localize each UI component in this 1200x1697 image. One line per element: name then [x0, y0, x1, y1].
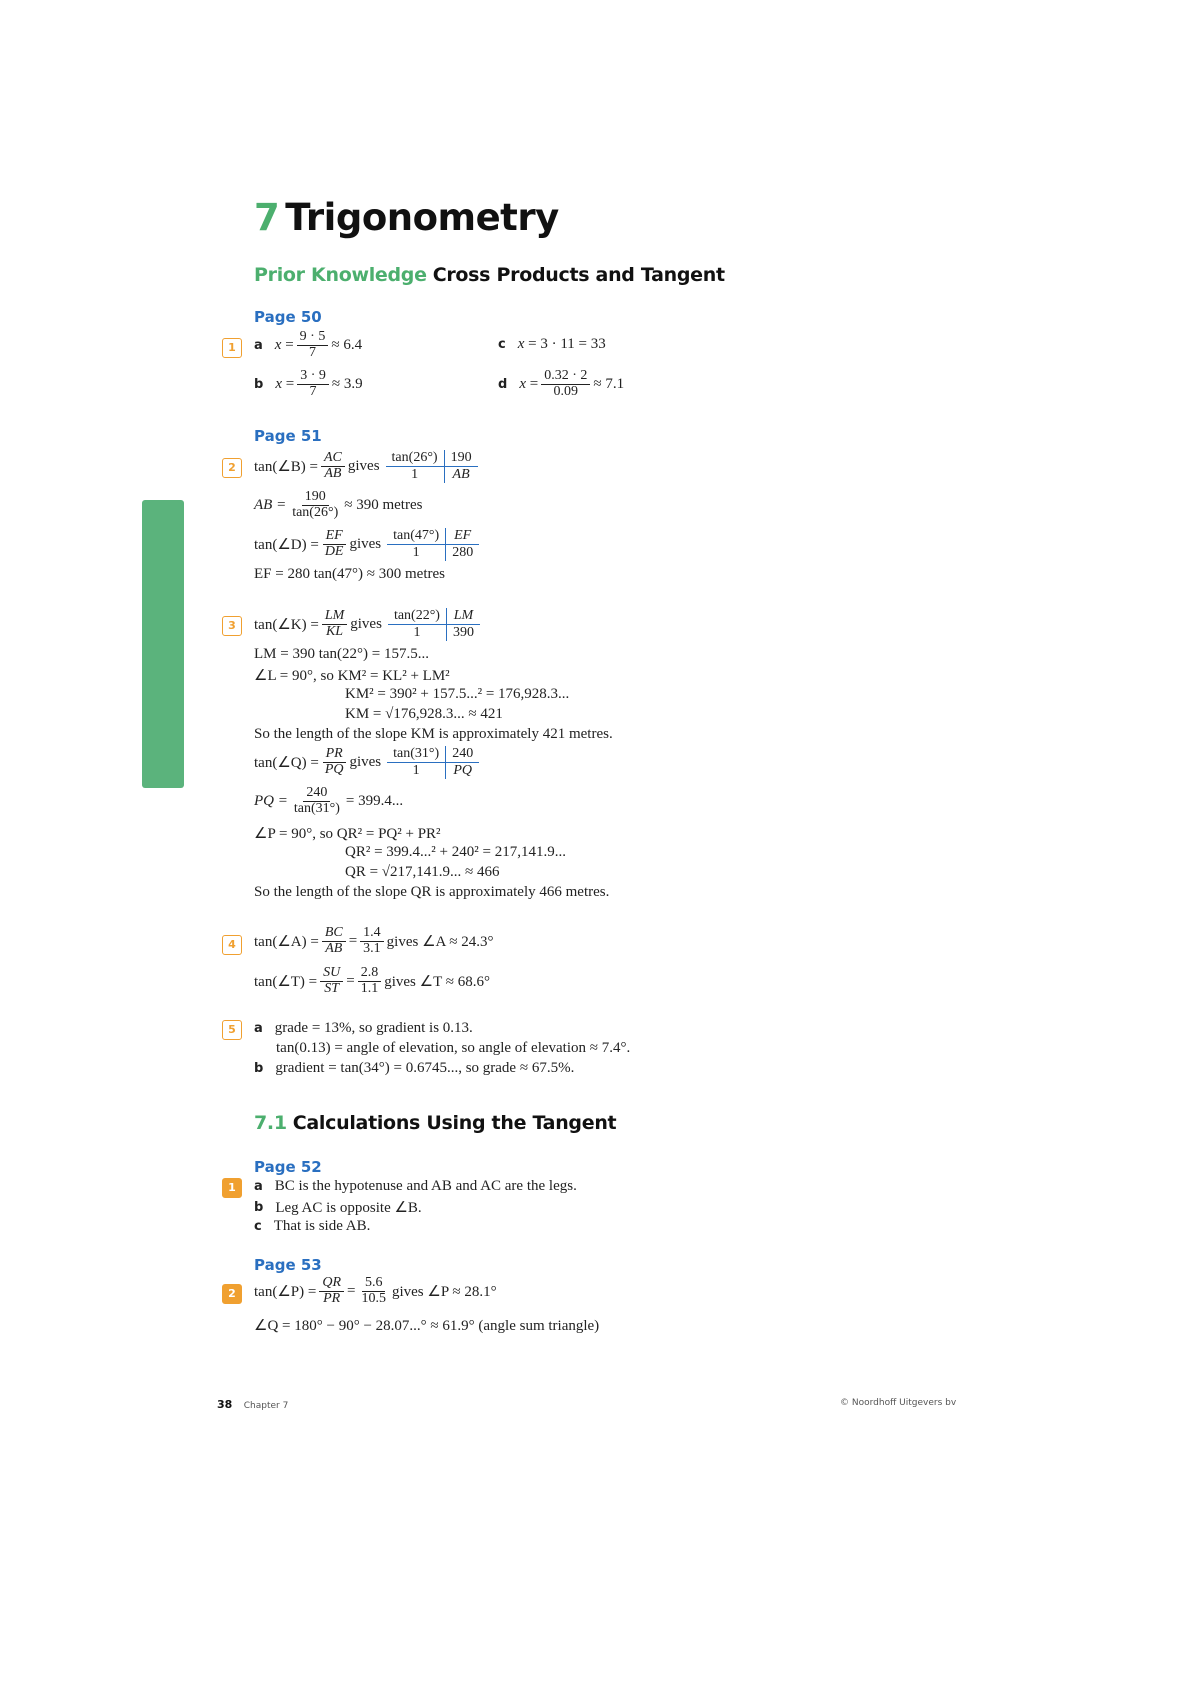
ratio-table [387, 746, 479, 779]
part-label: a [254, 1021, 263, 1036]
answer-1d: d x = $\frac{0.32 \cdot 2}{0.09}$ ≈ 7.1 [498, 368, 625, 399]
answer-s1b [254, 1198, 422, 1217]
tan-expression: tan(∠Q) = [254, 755, 319, 772]
tan-expression: tan(∠A) = [254, 933, 319, 950]
answer-3-line11: QR = √217,141.9... ≈ 466 [345, 864, 500, 880]
answer-3-line10: QR² = 399.4...² + 240² = 217,141.9... [345, 844, 566, 860]
fraction-denominator: 7 [309, 344, 316, 360]
part-label: a [254, 1179, 263, 1194]
ratio-cell: PQ [453, 763, 473, 779]
tan-expression: tan(∠B) = [254, 459, 318, 476]
ratio-cell: EF [446, 528, 479, 545]
fraction-denominator: DE [324, 544, 344, 560]
fraction-denominator: 10.5 [361, 1290, 386, 1306]
ratio-cell: LM [447, 608, 480, 625]
answer-5b [254, 1060, 574, 1077]
section-label: 7.1 [254, 1112, 287, 1134]
fraction-denominator: PQ [324, 762, 344, 778]
ratio-cell: tan(47°) [387, 528, 446, 545]
answer-1c: c x = 3 · 11 = 33 [498, 336, 606, 352]
fraction-numerator: LM [322, 609, 347, 625]
tan-expression: tan(∠K) = [254, 617, 319, 634]
ratio-cell: 1 [387, 763, 446, 779]
fraction-denominator: AB [325, 940, 343, 956]
answer-s1c [254, 1218, 370, 1235]
answer-5a-line2: tan(0.13) = angle of elevation, so angle of elevation ≈ 7.4°. [276, 1040, 631, 1056]
answer-3-line5: KM = √176,928.3... ≈ 421 [345, 706, 503, 722]
gives-text: gives [350, 616, 382, 633]
gives-text: gives [349, 754, 382, 771]
question-number: 1 [222, 1178, 242, 1198]
gives-text: gives [349, 536, 382, 553]
answer-1b: b x = $\frac{3 \cdot 9}{7}$ ≈ 3.9 [254, 368, 363, 399]
chapter-title-text: Trigonometry [285, 196, 559, 239]
fraction-numerator: 240 [303, 786, 330, 802]
page-number: 38 [217, 1398, 233, 1411]
fraction-numerator: 2.8 [358, 966, 382, 982]
part-label: d [498, 376, 508, 392]
answer-text: grade = 13%, so gradient is 0.13. [274, 1020, 473, 1036]
answer-3-line3: ∠L = 90°, so KM² = KL² + LM² [254, 668, 450, 684]
result: ≈ 3.9 [331, 375, 363, 392]
section-prior-knowledge [254, 264, 725, 286]
answer-3-line6: So the length of the slope KM is approximately 421 metres. [254, 726, 613, 742]
fraction-denominator: AB [324, 466, 342, 482]
part-label: c [254, 1219, 262, 1234]
fraction-denominator: tan(31°) [293, 800, 340, 816]
fraction-numerator: 1.4 [360, 926, 384, 942]
result: ≈ 6.4 [331, 336, 363, 353]
part-label: b [254, 1200, 264, 1215]
answer-s2-line2: ∠Q = 180° − 90° − 28.07...° ≈ 61.9° (angle sum triangle) [254, 1318, 600, 1334]
result: gives ∠T ≈ 68.6° [384, 973, 490, 990]
answer-2-line2 [254, 490, 422, 520]
result: ≈ 7.1 [593, 375, 625, 392]
page-label-52: Page 52 [254, 1158, 322, 1176]
chapter-number: 7 [254, 196, 280, 239]
section-label: Prior Knowledge [254, 264, 427, 286]
page-label-53: Page 53 [254, 1256, 322, 1274]
fraction-denominator: 0.09 [553, 383, 579, 399]
question-number: 4 [222, 935, 242, 955]
result: = 399.4... [345, 792, 404, 809]
question-number: 2 [222, 458, 242, 478]
fraction-numerator: 5.6 [362, 1276, 386, 1292]
answer-3-line4: KM² = 390² + 157.5...² = 176,928.3... [345, 686, 570, 702]
footer-left [217, 1398, 288, 1411]
answer-3-line9: ∠P = 90°, so QR² = PQ² + PR² [254, 826, 441, 842]
lhs: PQ = [254, 792, 288, 809]
fraction-numerator: BC [322, 926, 346, 942]
fraction-numerator: PR [323, 747, 346, 763]
section-7-1 [254, 1112, 616, 1134]
part-label: c [498, 337, 506, 352]
part-label: a [254, 337, 263, 353]
ratio-cell: tan(31°) [387, 746, 446, 763]
answer-3-line8 [254, 786, 403, 816]
fraction-numerator: EF [323, 529, 346, 545]
ratio-table [388, 608, 480, 641]
page-label-51: Page 51 [254, 427, 322, 445]
answer-3-line7 [254, 746, 479, 779]
part-label: b [254, 376, 264, 392]
ratio-cell: AB [452, 467, 470, 483]
answer-5a-line1 [254, 1020, 473, 1037]
fraction-denominator: tan(26°) [292, 504, 339, 520]
fraction-numerator: AC [321, 451, 345, 467]
answer-1a: a x = $\frac{9 \cdot 5}{7}$ ≈ 6.4 [254, 329, 363, 360]
page-label-50: Page 50 [254, 308, 322, 326]
section-title: Cross Products and Tangent [432, 264, 725, 286]
chapter-title [254, 196, 559, 239]
tan-expression: tan(∠D) = [254, 537, 319, 554]
answer-3-line2: LM = 390 tan(22°) = 157.5... [254, 646, 429, 662]
fraction-numerator: 0.32 · 2 [541, 369, 590, 385]
fraction-numerator: 3 · 9 [297, 369, 329, 385]
section-title: Calculations Using the Tangent [292, 1112, 617, 1134]
question-number: 2 [222, 1284, 242, 1304]
tan-expression: tan(∠T) = [254, 973, 318, 990]
question-number: 1 [222, 338, 242, 358]
answer-3-line12: So the length of the slope QR is approximately 466 metres. [254, 884, 610, 900]
ratio-table [387, 528, 479, 561]
ratio-cell: 1 [387, 545, 446, 561]
answer-text: That is side AB. [273, 1218, 371, 1234]
answer-2-line3 [254, 528, 479, 561]
fraction-numerator: QR [319, 1276, 344, 1292]
footer-publisher: © Noordhoff Uitgevers bv [840, 1398, 957, 1408]
fraction-numerator: SU [320, 966, 343, 982]
tan-expression: tan(∠P) = [254, 1283, 317, 1300]
gives-text: gives [347, 458, 380, 475]
answer-4-line1: tan(∠A) = $\frac{BC}{AB}$ = $\frac{1.4}{3.1}$ gives ∠A ≈ 24.3° [254, 925, 494, 956]
answer-s1a [254, 1178, 577, 1195]
fraction-denominator: ST [324, 980, 340, 996]
answer-s2-line1: tan(∠P) = $\frac{QR}{PR}$ = $\frac{5.6}{10.5}$ gives ∠P ≈ 28.1° [254, 1275, 497, 1306]
result: gives ∠A ≈ 24.3° [386, 933, 494, 950]
ratio-cell: tan(22°) [388, 608, 447, 625]
ratio-cell: tan(26°) [386, 450, 445, 467]
ratio-cell: 1 [386, 467, 445, 483]
result: gives ∠P ≈ 28.1° [391, 1283, 497, 1300]
answer-3-line1 [254, 608, 480, 641]
ratio-cell: 1 [388, 625, 447, 641]
part-label: b [254, 1061, 264, 1076]
answer-2-line1 [254, 450, 478, 483]
answer-text: BC is the hypotenuse and AB and AC are the legs. [274, 1178, 577, 1194]
ratio-cell: 240 [446, 746, 479, 763]
answer-text: Leg AC is opposite ∠B. [275, 1200, 422, 1216]
ratio-table [386, 450, 478, 483]
answer-2-line4: EF = 280 tan(47°) ≈ 300 metres [254, 566, 445, 582]
ratio-cell: 280 [452, 545, 474, 561]
footer-chapter: Chapter 7 [243, 1401, 289, 1411]
question-number: 3 [222, 616, 242, 636]
ratio-cell: 390 [452, 625, 474, 641]
answer-text: gradient = tan(34°) = 0.6745..., so grade ≈ 67.5%. [275, 1060, 575, 1076]
answer-4-line2: tan(∠T) = $\frac{SU}{ST}$ = $\frac{2.8}{1.1}$ gives ∠T ≈ 68.6° [254, 965, 490, 996]
fraction-denominator: KL [325, 624, 344, 640]
result: ≈ 390 metres [344, 496, 423, 513]
fraction-numerator: 190 [302, 490, 329, 506]
fraction-denominator: 3.1 [363, 940, 381, 956]
ratio-cell: 190 [445, 450, 478, 467]
side-tab-marker [142, 500, 184, 788]
fraction-numerator: 9 · 5 [297, 330, 329, 346]
equation: = 3 · 11 = 33 [528, 336, 606, 352]
fraction-denominator: 1.1 [360, 980, 379, 996]
lhs: AB = [254, 496, 287, 513]
fraction-denominator: 7 [309, 383, 317, 399]
fraction-denominator: PR [323, 1290, 341, 1306]
question-number: 5 [222, 1020, 242, 1040]
